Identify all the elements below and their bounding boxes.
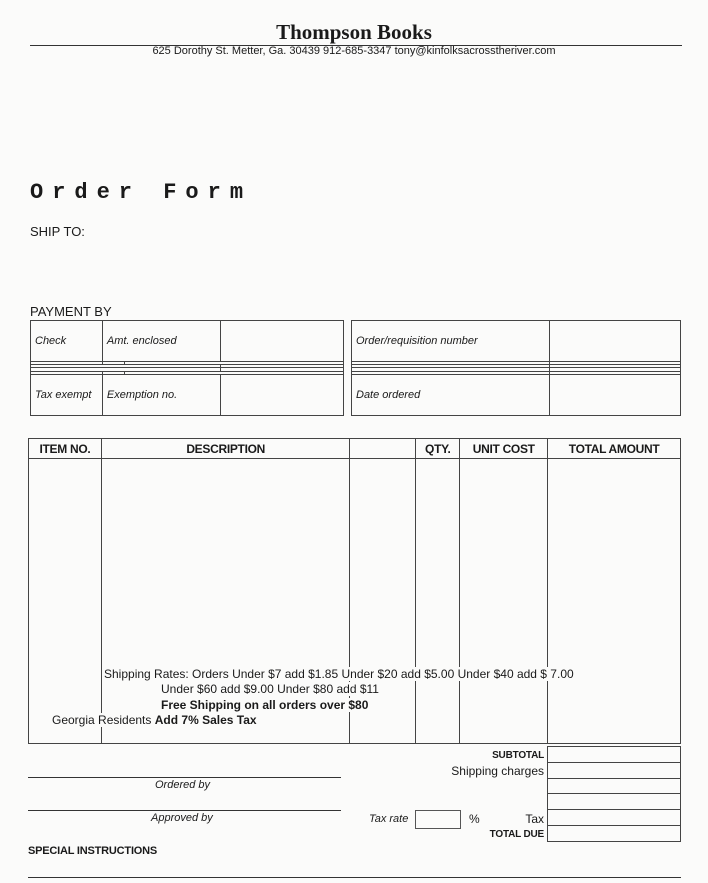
sales-tax-note: Add 7% Sales Tax — [154, 713, 257, 727]
total-due-label: TOTAL DUE — [489, 829, 544, 840]
header-qty: QTY. — [416, 439, 460, 459]
subtotal-field[interactable] — [548, 747, 681, 763]
special-instructions-line[interactable] — [28, 877, 681, 878]
header-total-amount: TOTAL AMOUNT — [548, 439, 681, 459]
approved-by-line[interactable] — [28, 810, 341, 811]
order-info-table — [351, 320, 681, 416]
unit-cost-cell[interactable] — [460, 459, 548, 745]
shipping-charges-label: Shipping charges — [451, 764, 544, 778]
ordered-by-line[interactable] — [28, 777, 341, 778]
shipping-rates-line1: Shipping Rates: Orders Under $7 add $1.85 Under $20 add $5.00 Under $40 add $ 7.00 — [104, 667, 574, 681]
total-due-field[interactable] — [548, 826, 681, 842]
tax-label: Tax — [525, 812, 544, 826]
georgia-residents-note — [51, 713, 258, 727]
ordered-by-label: Ordered by — [155, 779, 211, 791]
approved-by-label: Approved by — [151, 812, 213, 824]
exemption-no-field[interactable] — [220, 374, 343, 415]
date-ordered-label: Date ordered — [352, 374, 550, 415]
tax-rate-field[interactable] — [415, 810, 461, 829]
item-no-cell[interactable] — [29, 459, 102, 745]
shipping-rates-line2: Under $60 add $9.00 Under $80 add $11 — [161, 682, 379, 696]
special-instructions-label: SPECIAL INSTRUCTIONS — [28, 845, 158, 857]
free-shipping-note: Free Shipping on all orders over $80 — [161, 698, 369, 712]
company-address: 625 Dorothy St. Metter, Ga. 30439 912-685-3347 tony@kinfolksacrosstheriver.com — [152, 45, 556, 57]
total-amount-cell[interactable] — [548, 459, 681, 745]
header-unit-cost: UNIT COST — [460, 439, 548, 459]
shipping-charges-field[interactable] — [548, 762, 681, 778]
payment-table — [30, 320, 344, 416]
tax-exempt-label: Tax exempt — [31, 374, 103, 415]
company-name: Thompson Books — [276, 20, 432, 44]
payment-cell[interactable] — [220, 321, 343, 362]
qty-cell[interactable] — [416, 459, 460, 745]
subtotal-label: SUBTOTAL — [492, 750, 544, 761]
header-description: DESCRIPTION — [101, 439, 350, 459]
header-item-no: ITEM NO. — [29, 439, 102, 459]
extra-field[interactable] — [548, 778, 681, 794]
ship-to-label: SHIP TO: — [30, 224, 85, 239]
requisition-label: Order/requisition number — [352, 321, 550, 362]
check-label: Check — [31, 321, 103, 362]
requisition-field[interactable] — [549, 321, 680, 362]
totals-table — [547, 746, 681, 842]
payment-by-label: PAYMENT BY — [30, 304, 112, 319]
tax-rate-label: Tax rate — [369, 813, 409, 825]
extra-field[interactable] — [548, 794, 681, 810]
date-ordered-field[interactable] — [549, 374, 680, 415]
percent-sign: % — [469, 812, 480, 826]
exemption-no-label: Exemption no. — [102, 374, 220, 415]
amt-enclosed-label: Amt. enclosed — [102, 321, 220, 362]
georgia-prefix: Georgia Residents — [52, 713, 152, 727]
header-blank — [350, 439, 416, 459]
form-title: Order Form — [30, 180, 253, 205]
tax-field[interactable] — [548, 810, 681, 826]
